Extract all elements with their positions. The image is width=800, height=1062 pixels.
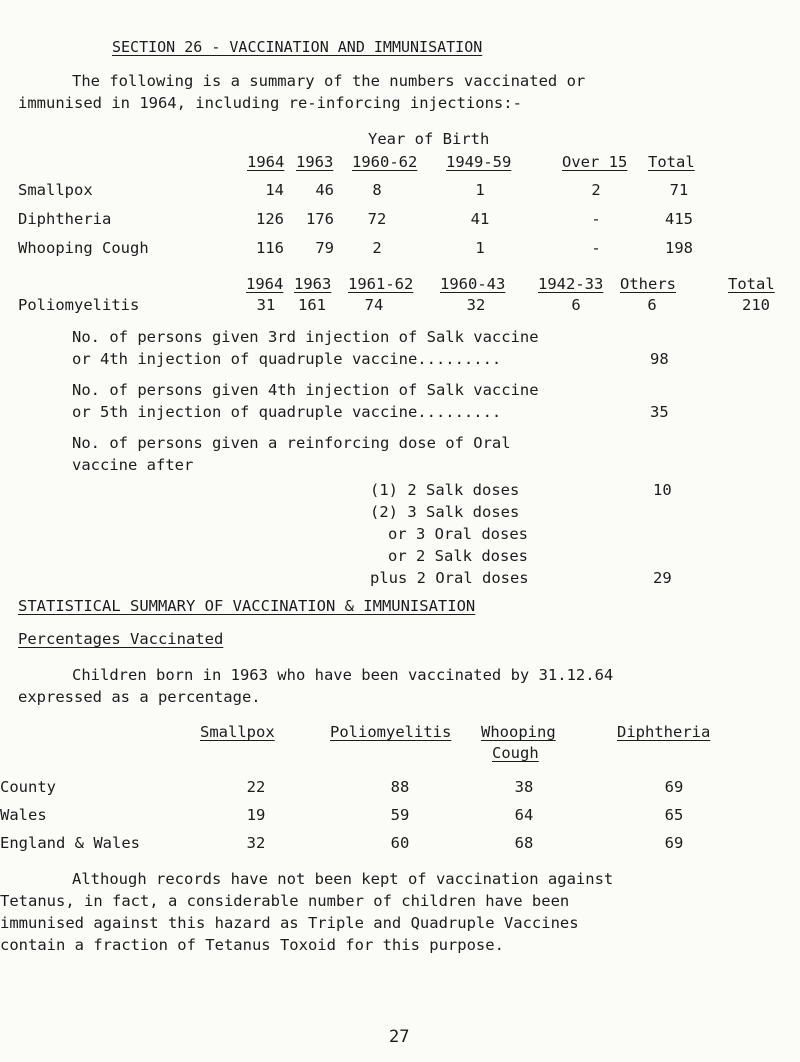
table-row <box>0 239 800 261</box>
col-header: 1961-62 <box>348 275 414 293</box>
col-header: 1963 <box>294 275 332 293</box>
cell: 72 <box>367 210 387 228</box>
col-header: 1963 <box>296 153 334 171</box>
col-header: Diphtheria <box>617 723 711 741</box>
cell: 1 <box>475 239 485 257</box>
col-header: Others <box>620 275 676 293</box>
dose-line: or 2 Salk doses <box>388 547 528 565</box>
col-header: Smallpox <box>200 723 275 741</box>
col-header: Over 15 <box>562 153 628 171</box>
cell: 46 <box>315 181 334 199</box>
table-row <box>0 296 800 318</box>
col-header: Whooping <box>481 723 556 741</box>
cell: 68 <box>514 834 534 852</box>
cell: 32 <box>246 834 266 852</box>
col-header: 1960-62 <box>352 153 418 171</box>
salk-p2-line2: or 5th injection of quadruple vaccine......... <box>72 403 502 421</box>
section-title: SECTION 26 - VACCINATION AND IMMUNISATION <box>112 38 483 56</box>
row-label: Smallpox <box>18 181 93 199</box>
children-line-1: Children born in 1963 who have been vaccinated by 31.12.64 <box>72 666 614 684</box>
cell: 8 <box>372 181 382 199</box>
cell: 59 <box>390 806 410 824</box>
page-number: 27 <box>389 1027 410 1047</box>
cell: 31 <box>256 296 276 314</box>
cell: 176 <box>306 210 334 228</box>
dose-value: 29 <box>653 569 672 587</box>
tetanus-line: immunised against this hazard as Triple and Quadruple Vaccines <box>0 914 579 932</box>
cell: 88 <box>390 778 410 796</box>
dose-line: (1) 2 Salk doses <box>370 481 520 499</box>
tetanus-line: Although records have not been kept of vaccination against <box>72 870 614 888</box>
cell: 41 <box>470 210 490 228</box>
year-of-birth-header: Year of Birth <box>368 130 490 148</box>
cell: 2 <box>591 181 601 199</box>
cell: 126 <box>256 210 284 228</box>
cell: 1 <box>475 181 485 199</box>
cell: 32 <box>466 296 486 314</box>
cell: 65 <box>664 806 684 824</box>
col-header: 1942-33 <box>538 275 604 293</box>
row-label: Poliomyelitis <box>18 296 140 314</box>
table3-subheader-row <box>0 744 800 766</box>
intro-line-2: immunised in 1964, including re-inforcing injections:- <box>18 94 522 112</box>
col-header: 1949-59 <box>446 153 512 171</box>
cell: - <box>591 239 601 257</box>
cell: 19 <box>246 806 266 824</box>
stats-title: STATISTICAL SUMMARY OF VACCINATION & IMMUNISATION <box>18 597 476 615</box>
cell: 64 <box>514 806 534 824</box>
col-header: Poliomyelitis <box>330 723 452 741</box>
cell: 71 <box>669 181 689 199</box>
dose-line: plus 2 Oral doses <box>370 569 529 587</box>
cell: 79 <box>315 239 334 257</box>
dose-value: 10 <box>653 481 672 499</box>
row-label: Whooping Cough <box>18 239 149 257</box>
cell: 60 <box>390 834 410 852</box>
table-row <box>0 778 800 800</box>
table-row <box>0 181 800 203</box>
cell: 198 <box>665 239 693 257</box>
cell: 210 <box>742 296 770 314</box>
cell: 69 <box>664 778 684 796</box>
table1-header-row <box>0 153 800 175</box>
table-row <box>0 210 800 232</box>
dose-line: (2) 3 Salk doses <box>370 503 520 521</box>
tetanus-line: contain a fraction of Tetanus Toxoid for this purpose. <box>0 936 504 954</box>
table-row <box>0 806 800 828</box>
table3-header-row <box>0 723 800 745</box>
cell: 116 <box>256 239 284 257</box>
col-subheader: Cough <box>492 744 539 762</box>
salk-p1-value: 98 <box>650 350 669 368</box>
salk-p1-line1: No. of persons given 3rd injection of Salk vaccine <box>72 328 539 346</box>
col-header: Total <box>648 153 695 171</box>
col-header: Total <box>728 275 775 293</box>
cell: 14 <box>265 181 284 199</box>
salk-p1-line2: or 4th injection of quadruple vaccine......... <box>72 350 502 368</box>
col-header: 1964 <box>246 275 284 293</box>
tetanus-line: Tetanus, in fact, a considerable number of children have been <box>0 892 570 910</box>
row-label: Wales <box>0 806 47 824</box>
cell: - <box>591 210 601 228</box>
col-header: 1960-43 <box>440 275 506 293</box>
salk-p2-line1: No. of persons given 4th injection of Salk vaccine <box>72 381 539 399</box>
children-line-2: expressed as a percentage. <box>18 688 261 706</box>
salk-p2-value: 35 <box>650 403 669 421</box>
cell: 6 <box>647 296 657 314</box>
dose-line: or 3 Oral doses <box>388 525 528 543</box>
oral-p3-line1: No. of persons given a reinforcing dose of Oral <box>72 434 511 452</box>
cell: 2 <box>372 239 382 257</box>
cell: 6 <box>571 296 581 314</box>
table2-header-row <box>0 275 800 297</box>
cell: 69 <box>664 834 684 852</box>
col-header: 1964 <box>247 153 285 171</box>
cell: 74 <box>364 296 384 314</box>
cell: 22 <box>246 778 266 796</box>
oral-p3-line2: vaccine after <box>72 456 194 474</box>
percent-title: Percentages Vaccinated <box>18 630 224 648</box>
row-label: England & Wales <box>0 834 140 852</box>
intro-line-1: The following is a summary of the numbers vaccinated or <box>72 72 586 90</box>
row-label: Diphtheria <box>18 210 112 228</box>
table-row <box>0 834 800 856</box>
cell: 161 <box>298 296 326 314</box>
cell: 38 <box>514 778 534 796</box>
row-label: County <box>0 778 56 796</box>
cell: 415 <box>665 210 693 228</box>
